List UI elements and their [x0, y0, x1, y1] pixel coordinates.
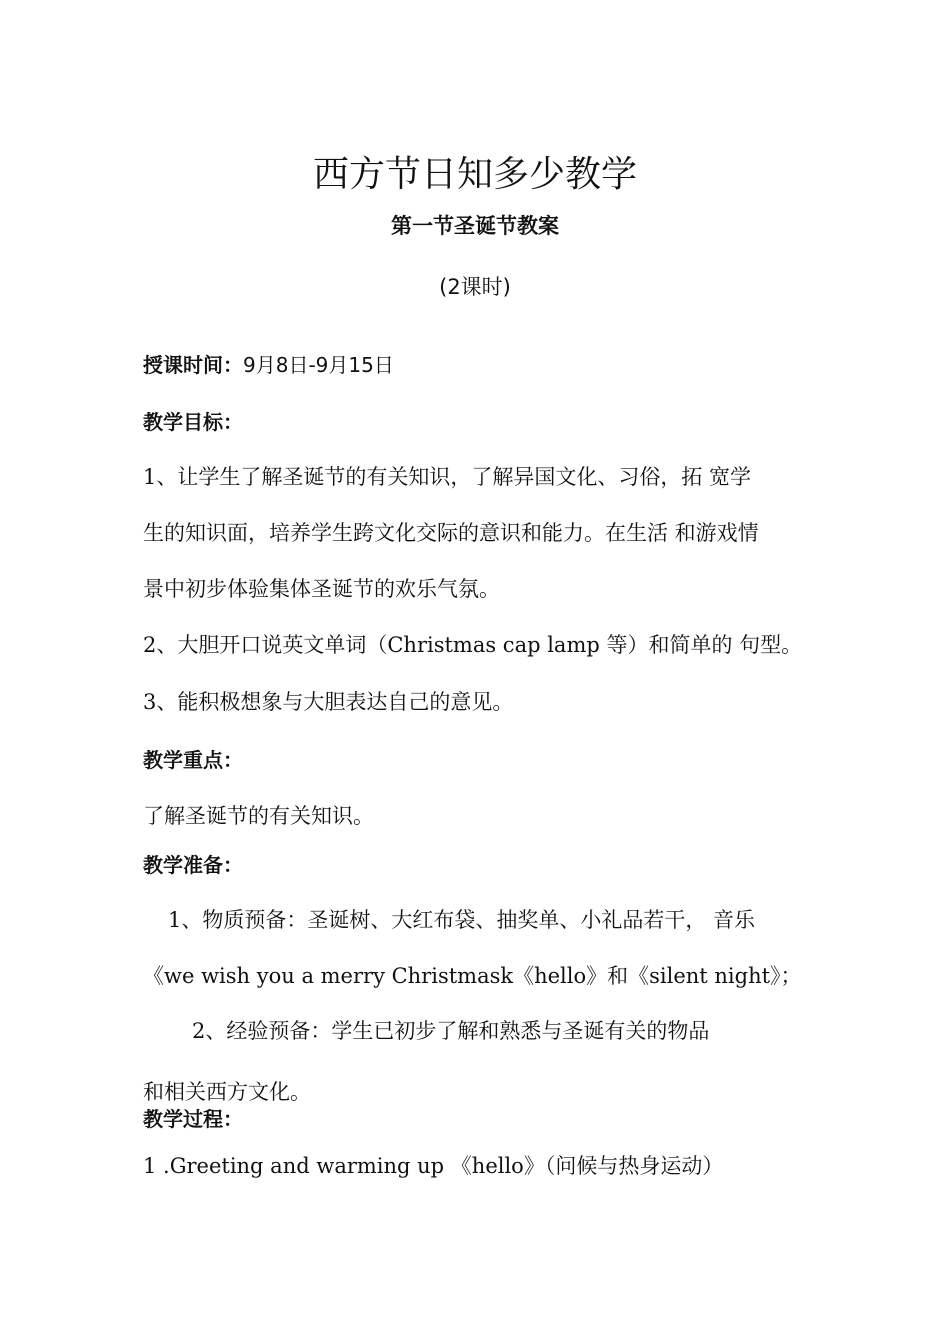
lesson-count: (2课时)	[439, 275, 511, 299]
objectives-heading: 教学目标：	[143, 410, 243, 434]
objective-line-3: 景中初步体验集体圣诞节的欢乐气氛。	[143, 577, 500, 601]
process-heading: 教学过程：	[143, 1107, 243, 1131]
document-title: 西方节日知多少教学	[312, 154, 637, 195]
preparation-line-2: 《we wish you a merry Christmask《hello》和《silent night》；	[143, 964, 802, 988]
objective-item-2: 2、大胆开口说英文单词（Christmas cap lamp 等）和简单的 句型。	[143, 633, 803, 657]
objective-item-3: 3、能积极想象与大胆表达自己的意见。	[143, 690, 514, 714]
preparation-line-3: 2、经验预备：学生已初步了解和熟悉与圣诞有关的物品	[192, 1019, 710, 1043]
teaching-time	[143, 349, 394, 378]
preparation-heading: 教学准备：	[143, 853, 243, 877]
preparation-line-4: 和相关西方文化。	[143, 1080, 311, 1104]
preparation-line-1: 1、物质预备：圣诞树、大红布袋、抽奖单、小礼品若干， 音乐	[168, 908, 756, 932]
key-points-heading: 教学重点：	[143, 748, 243, 772]
key-points-text: 了解圣诞节的有关知识。	[143, 804, 374, 828]
teaching-time-value: 9月8日-9月15日	[243, 353, 394, 377]
section-subtitle: 第一节圣诞节教案	[391, 214, 559, 238]
process-step-1: 1 .Greeting and warming up 《hello》（问候与热身运动）	[143, 1154, 724, 1178]
teaching-time-label: 授课时间：	[143, 353, 243, 377]
objective-line-1: 1、让学生了解圣诞节的有关知识，了解异国文化、习俗，拓 宽学	[143, 465, 752, 489]
objective-line-2: 生的知识面，培养学生跨文化交际的意识和能力。在生活 和游戏情	[143, 521, 759, 545]
